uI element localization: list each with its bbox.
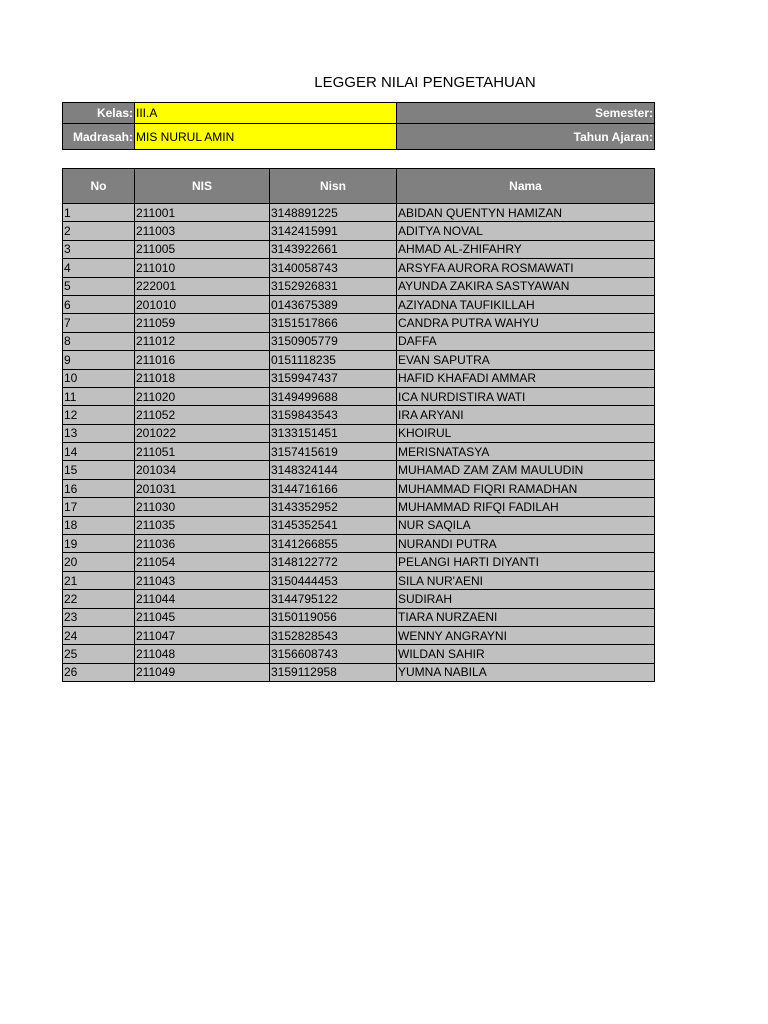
cell-nisn[interactable]: 3159947437 (270, 369, 397, 387)
cell-nis[interactable]: 211049 (135, 663, 270, 681)
cell-nisn[interactable]: 3145352541 (270, 516, 397, 534)
cell-no[interactable]: 3 (63, 240, 135, 258)
cell-nama[interactable]: AZIYADNA TAUFIKILLAH (397, 295, 655, 313)
cell-nisn[interactable]: 3152828543 (270, 626, 397, 644)
cell-no[interactable]: 8 (63, 332, 135, 350)
table-row (63, 626, 655, 644)
cell-nama[interactable]: MUHAMMAD RIFQI FADILAH (397, 498, 655, 516)
cell-nis[interactable]: 201031 (135, 479, 270, 497)
table-row (63, 461, 655, 479)
cell-nisn[interactable]: 3141266855 (270, 535, 397, 553)
cell-nis[interactable]: 211012 (135, 332, 270, 350)
cell-nama[interactable]: ICA NURDISTIRA WATI (397, 387, 655, 405)
semester-label: Semester: (397, 103, 655, 124)
cell-no[interactable]: 16 (63, 479, 135, 497)
cell-nis[interactable]: 211016 (135, 351, 270, 369)
kelas-value[interactable]: III.A (135, 103, 397, 124)
header-nisn: Nisn (270, 169, 397, 204)
cell-no[interactable]: 25 (63, 645, 135, 663)
info-table (62, 102, 655, 150)
cell-nis[interactable]: 211003 (135, 222, 270, 240)
cell-nisn[interactable]: 3150905779 (270, 332, 397, 350)
cell-nama[interactable]: MERISNATASYA (397, 443, 655, 461)
table-row (63, 443, 655, 461)
cell-nisn[interactable]: 3140058743 (270, 259, 397, 277)
cell-no[interactable]: 18 (63, 516, 135, 534)
page-title: LEGGER NILAI PENGETAHUAN (314, 74, 536, 91)
cell-nama[interactable]: NUR SAQILA (397, 516, 655, 534)
cell-nama[interactable]: ADITYA NOVAL (397, 222, 655, 240)
table-row (63, 498, 655, 516)
cell-nama[interactable]: AYUNDA ZAKIRA SASTYAWAN (397, 277, 655, 295)
cell-no[interactable]: 19 (63, 535, 135, 553)
table-row (63, 608, 655, 626)
cell-no[interactable]: 10 (63, 369, 135, 387)
cell-nisn[interactable]: 3156608743 (270, 645, 397, 663)
cell-nis[interactable]: 211059 (135, 314, 270, 332)
cell-nis[interactable]: 211045 (135, 608, 270, 626)
cell-nisn[interactable]: 3159843543 (270, 406, 397, 424)
cell-nis[interactable]: 201034 (135, 461, 270, 479)
cell-nis[interactable]: 201010 (135, 295, 270, 313)
cell-nisn[interactable]: 3157415619 (270, 443, 397, 461)
cell-nisn[interactable]: 3148122772 (270, 553, 397, 571)
table-row (63, 259, 655, 277)
cell-no[interactable]: 13 (63, 424, 135, 442)
cell-nama[interactable]: SILA NUR'AENI (397, 571, 655, 589)
cell-nama[interactable]: MUHAMMAD FIQRI RAMADHAN (397, 479, 655, 497)
student-table (62, 168, 655, 682)
cell-nisn[interactable]: 3133151451 (270, 424, 397, 442)
madrasah-row (63, 124, 655, 150)
cell-nis[interactable]: 211010 (135, 259, 270, 277)
cell-no[interactable]: 6 (63, 295, 135, 313)
header-nama: Nama (397, 169, 655, 204)
madrasah-value[interactable]: MIS NURUL AMIN (135, 124, 397, 150)
table-row (63, 240, 655, 258)
cell-nisn[interactable]: 3143352952 (270, 498, 397, 516)
cell-nisn[interactable]: 3152926831 (270, 277, 397, 295)
cell-nama[interactable]: HAFID KHAFADI AMMAR (397, 369, 655, 387)
cell-no[interactable]: 21 (63, 571, 135, 589)
cell-no[interactable]: 24 (63, 626, 135, 644)
cell-no[interactable]: 12 (63, 406, 135, 424)
cell-nis[interactable]: 201022 (135, 424, 270, 442)
cell-nis[interactable]: 211052 (135, 406, 270, 424)
cell-no[interactable]: 7 (63, 314, 135, 332)
table-row (63, 332, 655, 350)
cell-nama[interactable]: TIARA NURZAENI (397, 608, 655, 626)
kelas-row (63, 103, 655, 124)
table-row (63, 553, 655, 571)
cell-nama[interactable]: ARSYFA AURORA ROSMAWATI (397, 259, 655, 277)
cell-nis[interactable]: 222001 (135, 277, 270, 295)
cell-nama[interactable]: DAFFA (397, 332, 655, 350)
table-row (63, 204, 655, 222)
table-row (63, 645, 655, 663)
cell-nama[interactable]: KHOIRUL (397, 424, 655, 442)
cell-nis[interactable]: 211054 (135, 553, 270, 571)
cell-nama[interactable]: WENNY ANGRAYNI (397, 626, 655, 644)
cell-nisn[interactable]: 3148891225 (270, 204, 397, 222)
table-row (63, 535, 655, 553)
cell-nisn[interactable]: 3143922661 (270, 240, 397, 258)
cell-nama[interactable]: CANDRA PUTRA WAHYU (397, 314, 655, 332)
cell-nama[interactable]: AHMAD AL-ZHIFAHRY (397, 240, 655, 258)
table-row (63, 479, 655, 497)
cell-nisn[interactable]: 3150444453 (270, 571, 397, 589)
cell-no[interactable]: 17 (63, 498, 135, 516)
table-row (63, 516, 655, 534)
cell-nama[interactable]: EVAN SAPUTRA (397, 351, 655, 369)
header-nis: NIS (135, 169, 270, 204)
cell-nisn[interactable]: 3148324144 (270, 461, 397, 479)
cell-nis[interactable]: 211001 (135, 204, 270, 222)
cell-nis[interactable]: 211030 (135, 498, 270, 516)
tahun-ajaran-label: Tahun Ajaran: (397, 124, 655, 150)
cell-nis[interactable]: 211020 (135, 387, 270, 405)
cell-nis[interactable]: 211035 (135, 516, 270, 534)
cell-nis[interactable]: 211005 (135, 240, 270, 258)
cell-no[interactable]: 2 (63, 222, 135, 240)
cell-no[interactable]: 4 (63, 259, 135, 277)
cell-nama[interactable]: YUMNA NABILA (397, 663, 655, 681)
table-row (63, 424, 655, 442)
cell-nama[interactable]: ABIDAN QUENTYN HAMIZAN (397, 204, 655, 222)
table-row (63, 406, 655, 424)
cell-no[interactable]: 23 (63, 608, 135, 626)
cell-nisn[interactable]: 3144795122 (270, 590, 397, 608)
cell-nama[interactable]: MUHAMAD ZAM ZAM MAULUDIN (397, 461, 655, 479)
cell-nis[interactable]: 211036 (135, 535, 270, 553)
cell-no[interactable]: 9 (63, 351, 135, 369)
cell-no[interactable]: 1 (63, 204, 135, 222)
cell-nama[interactable]: WILDAN SAHIR (397, 645, 655, 663)
cell-nis[interactable]: 211048 (135, 645, 270, 663)
cell-nisn[interactable]: 0151118235 (270, 351, 397, 369)
cell-nis[interactable]: 211018 (135, 369, 270, 387)
cell-nis[interactable]: 211044 (135, 590, 270, 608)
cell-nis[interactable]: 211047 (135, 626, 270, 644)
cell-no[interactable]: 11 (63, 387, 135, 405)
table-row (63, 351, 655, 369)
cell-nisn[interactable]: 3144716166 (270, 479, 397, 497)
kelas-label: Kelas: (63, 103, 135, 124)
table-row (63, 387, 655, 405)
table-row (63, 314, 655, 332)
cell-nama[interactable]: NURANDI PUTRA (397, 535, 655, 553)
cell-no[interactable]: 15 (63, 461, 135, 479)
cell-nisn[interactable]: 3142415991 (270, 222, 397, 240)
madrasah-label: Madrasah: (63, 124, 135, 150)
header-no: No (63, 169, 135, 204)
cell-nama[interactable]: SUDIRAH (397, 590, 655, 608)
table-row (63, 663, 655, 681)
table-row (63, 222, 655, 240)
cell-nisn[interactable]: 3151517866 (270, 314, 397, 332)
cell-nisn[interactable]: 3159112958 (270, 663, 397, 681)
table-row (63, 369, 655, 387)
cell-no[interactable]: 5 (63, 277, 135, 295)
cell-nis[interactable]: 211043 (135, 571, 270, 589)
cell-nisn[interactable]: 3150119056 (270, 608, 397, 626)
table-row (63, 571, 655, 589)
cell-nis[interactable]: 211051 (135, 443, 270, 461)
cell-no[interactable]: 22 (63, 590, 135, 608)
table-row (63, 590, 655, 608)
table-row (63, 295, 655, 313)
table-header-row (63, 169, 655, 204)
table-row (63, 277, 655, 295)
cell-nisn[interactable]: 3149499688 (270, 387, 397, 405)
cell-nama[interactable]: IRA ARYANI (397, 406, 655, 424)
cell-no[interactable]: 26 (63, 663, 135, 681)
cell-nama[interactable]: PELANGI HARTI DIYANTI (397, 553, 655, 571)
cell-no[interactable]: 14 (63, 443, 135, 461)
cell-no[interactable]: 20 (63, 553, 135, 571)
cell-nisn[interactable]: 0143675389 (270, 295, 397, 313)
